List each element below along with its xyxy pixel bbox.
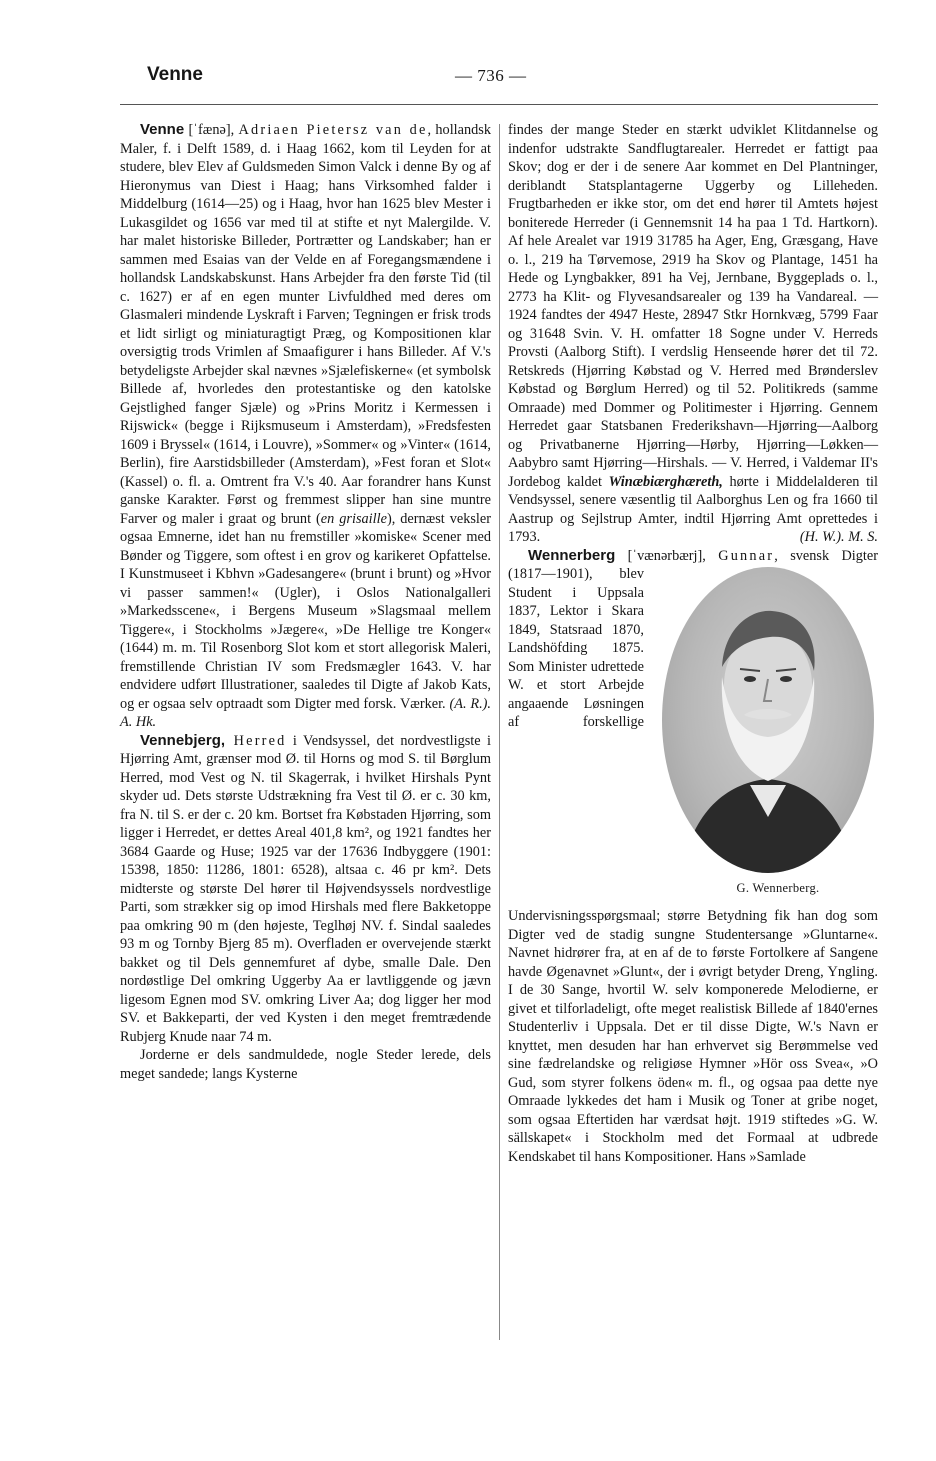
page-header [120, 62, 878, 92]
italic-grisaille: en grisaille [320, 510, 387, 527]
portrait-caption: G. Wennerberg. [736, 881, 820, 895]
text-venne-2: ), dernæst veksler ogsaa Emnerne, idet han nu fremstiller »komiske« Scener med Bønder og Tiggere, som oftest i en grov og karikeret Opfattelse. I Kunstmuseet i Kbhvn »Gadesangere« (brunt i brunt) og »Hvor vi passer sammen!« (Ugler), i Oslos Nationalgalleri »Markedsscene«, i Bergens Museum »Slagsmaal mellem Tiggere«, i Stockholms »Jægere«, »De Hellige tre Konger« (1644) m. m. Til Rosenborg Slot kom et stort allegorisk Maleri, fremstillende Christian IV som Fredsmægler 1643. V. har endvidere udført Illustrationer, saaledes til Digte af Jakob Kats, og er ogsaa selv optraadt som Digter med forsk. Værker. [120, 510, 491, 712]
paragraph-jorderne: Jorderne er dels sandmuldede, nogle Steder lerede, dels meget sandede; langs Kysterne [120, 1047, 491, 1082]
pronunciation-wennerberg: [ˈvænərbærj], [615, 547, 719, 564]
italic-winaebiaerghaereth: Winæbiærghæreth, [608, 473, 723, 490]
name-wennerberg: Gunnar [718, 547, 775, 564]
text-vennebjerg-cont-2: hørte i Middelalderen til Vendsyssel, senere væsentlig til Aalborghus Len og fra 1660 til Aastrup og Sejlstrup Amter, indtil Hjørring Amt oprettedes i 1793. [508, 473, 878, 545]
pronunciation-venne: [ˈfænə], [184, 122, 239, 138]
portrait-illustration [662, 567, 874, 873]
signature-vennebjerg: (H. W.). M. S. [799, 529, 878, 545]
portrait-figure [654, 567, 882, 903]
text-wennerberg: , svensk Digter (1817—1901), blev Student i Uppsala 1837, Lektor i Skara 1849, Statsraad 1870, Landshöfding 1875. Som Minister udrettede W. et stort Arbejde angaaende Løsningen af forskellige Undervisningsspørgsmaal; større Betydning fik han dog som Digter ved de stadig sungne Studentersange »Gluntarne«. Navnet hidrører fra, at en af de to første Fortolkere af Sangene havde Øgenavnet »Glunt«, der i øvrigt betyder Dreng, Yngling. I de 30 Sange, hvortil W. selv komponerede Melodierne, er givet et tilforladeligt, ofte meget realistisk Billede af 1840'ernes Studenterliv i Uppsala. Det er til disse Digte, W.'s Navn er knyttet, men desuden har han erhvervet sig Berømmelse ved sine fædrelandske og religiøse Hymner »Hör oss Svea«, »O Gud, som styrer folkens öden« m. fl., og ogsaa paa dette nye Omraade lykkedes det ham i Musik og Toner at gribe noget, som ogsaa Eftertiden har værdsat højt. 1919 stiftedes »G. W. sällskapet« i Stockholm med det Formaal at udbrede Kendskabet til hans Kompositioner. Hans »Samlade [508, 547, 878, 1165]
column-divider [499, 124, 500, 1340]
header-rule [120, 104, 878, 105]
left-column [120, 121, 491, 1083]
headword-venne: Venne [140, 121, 185, 138]
entry-wennerberg [508, 547, 878, 1167]
entry-vennebjerg [120, 732, 491, 1047]
text-vennebjerg-cont: findes der mange Steder en stærkt udviklet Klitdannelse og indenfor udstrakte Sandflugtarealer. Herredet er fattigt paa Skov; dog er der i de senere Aar kommet en Del Plantninger, deriblandt Statsplantagerne Uggerby og Lilleheden. Frugtbarheden er ikke stor, om det end hører til Amtets højest boniterede Herreder (i Gennemsnit 14 ha paa 1 Td. Hartkorn). Af hele Arealet var 1919 31785 ha Ager, Eng, Græsgang, Have o. l., 219 ha Tørvemose, 2919 ha Skov og Plantage, 1451 ha Hede og Lyngbakker, 891 ha Vej, Jernbane, Byggeplads o. l., 2773 ha Klit- og Flyvesandsarealer og 139 ha Vandareal. — 1924 fandtes der 4947 Heste, 28947 Stkr Hornkvæg, 5799 Faar og 31648 Svin. V. H. omfatter 18 Sogne under V. Herreds Provsti (Aalborg Stift). I verdslig Henseende hører det til 72. Retskreds (Hjørring Købstad og V. Herred med Brønderslev Købstad og Børglum Herred) og til 52. Politikreds (samme Omraade) med Dommer og Politimester i Hjørring. Gennem Herredet gaar Statsbanen Frederikshavn—Hjørring—Aalborg og Privatbanerne Hjørring—Hørby, Hjørring—Løkken—Aabybro samt Hjørring—Hirshals. — V. Herred, i Valdemar II's Jordebog kaldet [508, 122, 878, 490]
name-venne: Adriaen Pietersz van de [238, 122, 428, 138]
headword-vennebjerg: Vennebjerg, [140, 731, 226, 749]
entry-venne [120, 121, 491, 732]
running-head: Venne [147, 64, 203, 85]
page-number: — 736 — [455, 66, 527, 85]
signature-venne: (A. R.). A. Hk. [120, 695, 491, 730]
name-vennebjerg: Herred [225, 732, 287, 749]
right-column [508, 121, 878, 1166]
portrait-image [662, 567, 874, 873]
text-venne: , hollandsk Maler, f. i Delft 1589, d. i Haag 1662, kom til Leyden for at studere, blev Elev af Guldsmeden Simon Valck i denne By og af Hieronymus van Diest i Haag; hans Virksomhed falder i Middelburg (1614—25) og i Haag, hvor han 1625 blev Mester i Lukasgildet og 1656 var med til at stifte et nyt Malergilde. V. har malet historiske Billeder, Portrætter og Landskaber; han er sammen med Esaias van der Velde en af Foregangsmændene i hollandsk Landskabskunst. Hans Arbejder fra den første Tid (til c. 1627) er af en egen munter Livfuldhed med deres om Glasmaleri mindende Lyskraft i Farven; Tegningen er frisk trods et lidt sirligt og miniaturagtigt Præg, og Kompositionen klar oversigtig trods Vrimlen af Smaafigurer i hans Billeder. Af V.'s betydeligste Arbejder skal nævnes »Sjælefiskerne« (et symbolsk Billede af, hvorledes den protestantiske og den katolske Gejstlighed fanger Sjæle) og »Prins Moritz i Kermessen i Rijswick« (begge i Rijksmuseum i Amsterdam), »Fredsfesten 1609 i Bryssel« (1614, i Louvre), »Sommer« og »Vinter« (1614, Berlin), fire Aarstidsbilleder (Amsterdam), »Fest foran et Slot« (Kassel) o. fl. a. Omtrent fra V.'s 40. Aar forandrer hans Kunst ganske Karakter. Først og fremmest slipper han sine muntre Farver og maler i graat og brunt ( [120, 122, 491, 527]
headword-wennerberg: Wennerberg [528, 546, 616, 564]
entry-vennebjerg-continued [508, 121, 878, 547]
text-vennebjerg: i Vendsyssel, det nordvestligste i Hjørring Amt, grænser mod Ø. til Horns og mod S. til Børglum Herred, mod Vest og N. til Skagerrak, i hvilket Hirshals Pynt skyder ud. Dets største Udstrækning fra Vest til Ø. er c. 30 km, fra N. til S. er der c. 20 km. Bortset fra Købstaden Hjørring, som ligger i Herredet, er dettes Areal 401,8 km², og 1921 fandtes her 3684 Gaarde og Huse; 1925 var der 17636 Indbyggere (1901: 15398, 1850: 11286, 1801: 6528), altsaa c. 46 pr km². Dets midterste og største Del hører til Højvendsyssels nordvestlige Parti, som strækker sig op imod Hirshals med flere Bakketoppe paa omkring 90 m (den højeste, Teglhøj NV. f. Sindal saaledes 93 m og Tornby Bjerg 85 m). Overfladen er overvejende stærkt bakket og til Dels gennemfuret af dybe, smalle Dale. Den nordøstlige Del omkring Uggerby Aa er lavtliggende og jævn ligesom Egnen mod SV. omkring Liver Aa; dog ligger her mod SV. et Bakkeparti, der ved Kysten i den meget fremtrædende Rubjerg Knude naar 74 m. [120, 732, 491, 1045]
